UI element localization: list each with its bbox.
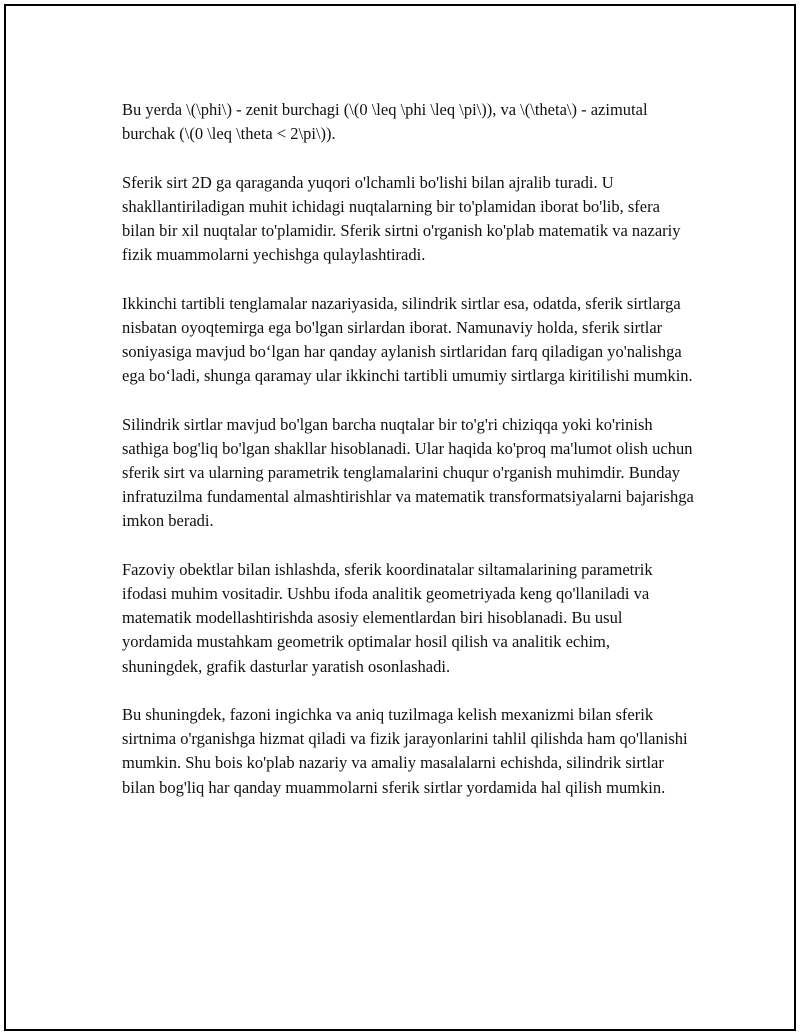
paragraph-1: Bu yerda \(\phi\) - zenit burchagi (\(0 \leq \phi \leq \pi\)), va \(\theta\) - azimutal burchak (\(0 \leq \theta < 2\pi\)). [122,100,648,144]
paragraph-6: Bu shuningdek, fazoni ingichka va aniq tuzilmaga kelish mexanizmi bilan sferik sirtnima o'rganishga hizmat qiladi va fizik jarayonlarini tahlil qilishda ham qo'llanishi mumkin. Shu bois ko'plab nazariy va amaliy masalalarni echishda, silindrik sirtlar bilan bog'liq har qanday muammolarni sferik sirtlar yordamida hal qilish mumkin. [122,705,688,797]
paragraph-3: Ikkinchi tartibli tenglamalar nazariyasida, silindrik sirtlar esa, odatda, sferik sirtlarga nisbatan oyoqtemirga ega bo'lgan sirlardan iborat. Namunaviy holda, sferik sirtlar soniyasiga mavjud bo‘lgan har qanday aylanish sirtlaridan farq qiladigan yo'nalishga ega bo‘ladi, shunga qaramay ular ikkinchi tartibli umumiy sirtlarga kiritilishi mumkin. [122,293,693,386]
paragraph-5: Fazoviy obektlar bilan ishlashda, sferik koordinatalar siltamalarining parametrik ifodasi muhim vositadir. Ushbu ifoda analitik geometriyada keng qo'llaniladi va matematik modellashtirishda asosiy elementlardan biri hisoblanadi. Bu usul yordamida mustahkam geometrik optimalar hosil qilish va analitik echim, shuningdek, grafik dasturlar yaratish osonlashadi. [122,559,653,676]
page-frame [4,4,796,1031]
paragraph-4: Silindrik sirtlar mavjud bo'lgan barcha nuqtalar bir to'g'ri chiziqqa yoki ko'rinish sathiga bog'liq bo'lgan shakllar hisoblanadi. Ular haqida ko'proq ma'lumot olish uchun sferik sirt va ularning parametrik tenglamalarini chuqur o'rganish muhimdir. Bunday infratuzilma fundamental almashtirishlar va matematik transformatsiyalarni bajarishga imkon beradi. [122,414,694,531]
document-body [122,98,694,824]
paragraph-2: Sferik sirt 2D ga qaraganda yuqori o'lchamli bo'lishi bilan ajralib turadi. U shakllantiriladigan muhit ichidagi nuqtalarning bir to'plamidan iborat bo'lib, sfera bilan bir xil nuqtalar to'plamidir. Sferik sirtni o'rganish ko'plab matematik va nazariy fizik muammolarni yechishga qulaylashtiradi. [122,172,681,265]
